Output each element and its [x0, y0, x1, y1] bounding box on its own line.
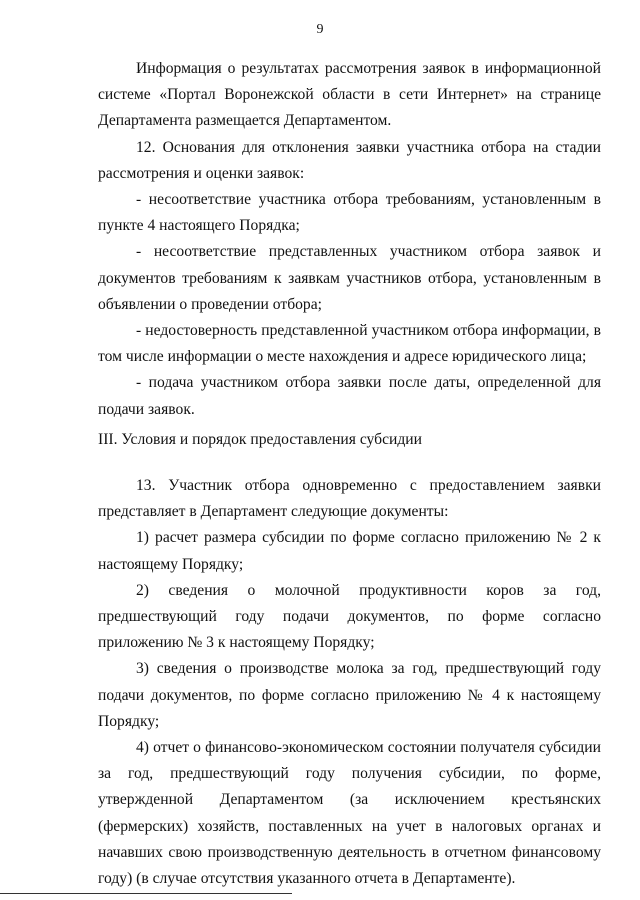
list-item-late-submission: - подача участником отбора заявки после даты, определенной для подачи заявок.	[98, 374, 601, 418]
list-item-milk-production: 3) сведения о производстве молока за год, предшествующий году подачи документов, по форме согласно приложению № 4 к настоящему Порядку;	[98, 660, 601, 730]
page-number: 9	[316, 22, 324, 37]
list-item-subsidy-calculation: 1) расчет размера субсидии по форме согласно приложению № 2 к настоящему Порядку;	[98, 529, 601, 573]
list-item-requirements-mismatch: - несоответствие участника отбора требованиям, установленным в пункте 4 настоящего Порядка;	[98, 191, 601, 235]
document-body	[98, 56, 601, 892]
list-item-milk-productivity: 2) сведения о молочной продуктивности коров за год, предшествующий году подачи документов, по форме согласно приложению № 3 к настоящему Порядку;	[98, 581, 601, 652]
list-item-financial-report: 4) отчет о финансово-экономическом состоянии получателя субсидии за год, предшествующий году получения субсидии, по форме, утвержденной Департаментом (за исключением крестьянских (фермерских) хозяйств, поставленных на учет в налоговых органах и начавших свою производственную деятельность в отчетном финансовому году) (в случае отсутствия указанного отчета в Департаменте).	[98, 739, 601, 888]
paragraph-results-info: Информация о результатах рассмотрения заявок в информационной системе «Портал Воронежской области в сети Интернет» на странице Департамента размещается Департаментом.	[98, 60, 601, 130]
list-item-documents-mismatch: - несоответствие представленных участником отбора заявок и документов требованиям к заявкам участников отбора, установленным в объявлении о проведении отбора;	[98, 243, 601, 313]
footer-divider	[0, 893, 292, 894]
paragraph-rejection-grounds: 12. Основания для отклонения заявки участника отбора на стадии рассмотрения и оценки заявок:	[98, 138, 601, 182]
section-heading: III. Условия и порядок предоставления субсидии	[98, 430, 422, 448]
list-item-unreliable-info: - недостоверность представленной участником отбора информации, в том числе информации о месте нахождения и адресе юридического лица;	[98, 322, 601, 366]
paragraph-required-documents: 13. Участник отбора одновременно с предоставлением заявки представляет в Департамент следующие документы:	[98, 477, 601, 521]
